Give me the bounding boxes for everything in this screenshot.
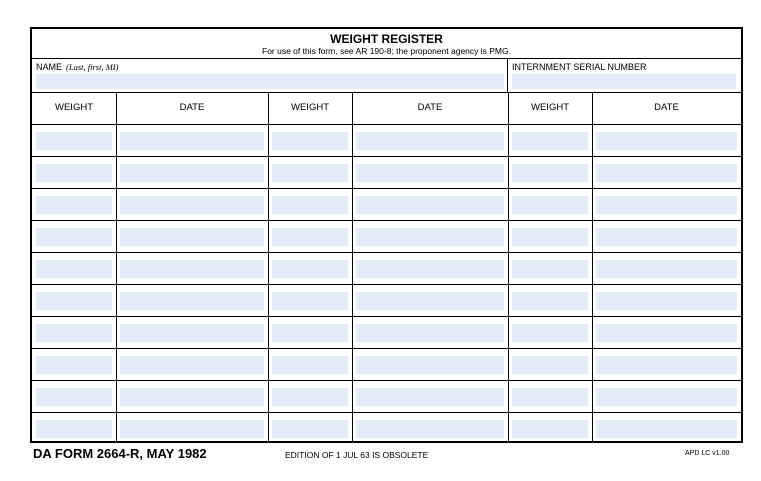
column-header-weight: WEIGHT bbox=[55, 102, 93, 113]
name-label bbox=[36, 62, 118, 72]
table-row bbox=[32, 413, 741, 445]
column-divider bbox=[116, 93, 117, 443]
form-header bbox=[32, 29, 741, 59]
weight-field[interactable] bbox=[272, 164, 348, 182]
weight-field[interactable] bbox=[272, 420, 348, 438]
form-title: WEIGHT REGISTER bbox=[330, 32, 443, 46]
weight-field[interactable] bbox=[36, 356, 112, 374]
name-label-text: NAME bbox=[36, 62, 63, 72]
weight-field[interactable] bbox=[272, 228, 348, 246]
date-field[interactable] bbox=[596, 164, 737, 182]
weight-field[interactable] bbox=[36, 228, 112, 246]
column-divider bbox=[592, 93, 593, 443]
serial-label: INTERNMENT SERIAL NUMBER bbox=[512, 62, 647, 72]
weight-field[interactable] bbox=[512, 356, 588, 374]
date-field[interactable] bbox=[356, 164, 504, 182]
table-header bbox=[32, 93, 741, 125]
date-field[interactable] bbox=[120, 132, 264, 150]
weight-field[interactable] bbox=[512, 164, 588, 182]
date-field[interactable] bbox=[356, 132, 504, 150]
version-label: APD LC v1.00 bbox=[685, 450, 730, 457]
date-field[interactable] bbox=[596, 260, 737, 278]
weight-field[interactable] bbox=[272, 388, 348, 406]
weight-field[interactable] bbox=[272, 356, 348, 374]
date-field[interactable] bbox=[596, 420, 737, 438]
table-row bbox=[32, 221, 741, 253]
column-header-date: DATE bbox=[417, 102, 443, 113]
date-field[interactable] bbox=[596, 388, 737, 406]
weight-field[interactable] bbox=[272, 196, 348, 214]
weight-field[interactable] bbox=[36, 292, 112, 310]
date-field[interactable] bbox=[120, 292, 264, 310]
date-field[interactable] bbox=[120, 260, 264, 278]
weight-field[interactable] bbox=[36, 420, 112, 438]
date-field[interactable] bbox=[596, 356, 737, 374]
table-row bbox=[32, 253, 741, 285]
table-row bbox=[32, 317, 741, 349]
weight-field[interactable] bbox=[512, 388, 588, 406]
name-field[interactable] bbox=[36, 74, 504, 89]
column-divider bbox=[508, 93, 509, 443]
date-field[interactable] bbox=[120, 164, 264, 182]
column-divider bbox=[352, 93, 353, 443]
weight-field[interactable] bbox=[512, 324, 588, 342]
table-row bbox=[32, 349, 741, 381]
serial-number-field[interactable] bbox=[512, 74, 736, 89]
weight-field[interactable] bbox=[36, 132, 112, 150]
date-field[interactable] bbox=[596, 292, 737, 310]
weight-field[interactable] bbox=[512, 228, 588, 246]
column-header-weight: WEIGHT bbox=[531, 102, 569, 113]
name-hint: (Last, first, MI) bbox=[66, 62, 119, 72]
weight-field[interactable] bbox=[36, 324, 112, 342]
table-row bbox=[32, 285, 741, 317]
weight-field[interactable] bbox=[36, 260, 112, 278]
edition-note: EDITION OF 1 JUL 63 IS OBSOLETE bbox=[285, 450, 429, 460]
date-field[interactable] bbox=[596, 324, 737, 342]
date-field[interactable] bbox=[120, 356, 264, 374]
date-field[interactable] bbox=[356, 324, 504, 342]
table-row bbox=[32, 189, 741, 221]
weight-field[interactable] bbox=[36, 388, 112, 406]
weight-field[interactable] bbox=[512, 420, 588, 438]
date-field[interactable] bbox=[356, 196, 504, 214]
date-field[interactable] bbox=[120, 420, 264, 438]
weight-field[interactable] bbox=[512, 132, 588, 150]
name-cell bbox=[32, 59, 508, 92]
weight-register-form bbox=[30, 27, 743, 443]
identification-row bbox=[32, 59, 741, 93]
weight-field[interactable] bbox=[512, 292, 588, 310]
date-field[interactable] bbox=[356, 228, 504, 246]
form-number: DA FORM 2664-R, MAY 1982 bbox=[33, 446, 207, 461]
column-header-date: DATE bbox=[654, 102, 679, 113]
weight-field[interactable] bbox=[512, 196, 588, 214]
weight-field[interactable] bbox=[272, 260, 348, 278]
date-field[interactable] bbox=[356, 420, 504, 438]
form-subtitle: For use of this form, see AR 190-8; the proponent agency is PMG. bbox=[262, 46, 511, 56]
weight-field[interactable] bbox=[272, 292, 348, 310]
table-row bbox=[32, 157, 741, 189]
table-row bbox=[32, 381, 741, 413]
weight-field[interactable] bbox=[512, 260, 588, 278]
weight-field[interactable] bbox=[272, 132, 348, 150]
date-field[interactable] bbox=[120, 388, 264, 406]
table-row bbox=[32, 125, 741, 157]
date-field[interactable] bbox=[356, 260, 504, 278]
column-divider bbox=[268, 93, 269, 443]
weight-field[interactable] bbox=[272, 324, 348, 342]
date-field[interactable] bbox=[120, 324, 264, 342]
date-field[interactable] bbox=[120, 228, 264, 246]
serial-cell bbox=[508, 59, 741, 92]
date-field[interactable] bbox=[356, 356, 504, 374]
date-field[interactable] bbox=[356, 292, 504, 310]
weight-table-body bbox=[32, 125, 741, 443]
date-field[interactable] bbox=[596, 196, 737, 214]
weight-field[interactable] bbox=[36, 164, 112, 182]
column-header-weight: WEIGHT bbox=[291, 102, 329, 113]
date-field[interactable] bbox=[596, 228, 737, 246]
column-header-date: DATE bbox=[179, 102, 205, 113]
date-field[interactable] bbox=[120, 196, 264, 214]
date-field[interactable] bbox=[596, 132, 737, 150]
weight-field[interactable] bbox=[36, 196, 112, 214]
date-field[interactable] bbox=[356, 388, 504, 406]
